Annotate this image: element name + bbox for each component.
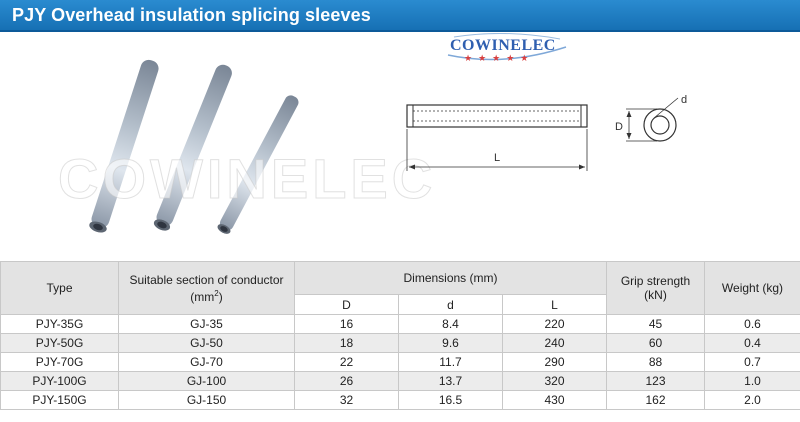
- header-section-unit: $(mm^2)$: [190, 288, 223, 304]
- cell-length: 220: [503, 315, 607, 334]
- header-dim-inner: d: [399, 295, 503, 315]
- label-outer-diameter: D: [615, 121, 623, 133]
- header-section-label: Suitable section of conductor: [129, 272, 284, 287]
- cell-section: GJ-35: [119, 315, 295, 334]
- cell-type: PJY-100G: [1, 372, 119, 391]
- header-grip: [607, 262, 705, 315]
- cell-type: PJY-70G: [1, 353, 119, 372]
- logo-stars-icon: ★★★★★: [464, 53, 535, 63]
- cell-d-outer: 16: [295, 315, 399, 334]
- cell-grip: 162: [607, 391, 705, 410]
- header-grip-unit: (kN): [644, 288, 667, 302]
- header-dim-outer: D: [295, 295, 399, 315]
- cell-type: PJY-150G: [1, 391, 119, 410]
- cell-section: GJ-150: [119, 391, 295, 410]
- header-dim-length: L: [503, 295, 607, 315]
- cell-section: GJ-50: [119, 334, 295, 353]
- table-row: [1, 391, 800, 410]
- cell-weight: 1.0: [705, 372, 800, 391]
- cell-d-inner: 11.7: [399, 353, 503, 372]
- table-row: [1, 334, 800, 353]
- table-row: [1, 315, 800, 334]
- label-length: L: [493, 152, 501, 164]
- cell-grip: 45: [607, 315, 705, 334]
- watermark: COWINELEC: [58, 147, 437, 210]
- cell-weight: 0.7: [705, 353, 800, 372]
- cell-length: 430: [503, 391, 607, 410]
- header-section: [119, 262, 295, 315]
- cell-grip: 88: [607, 353, 705, 372]
- logo-text: COWINELEC: [450, 37, 556, 54]
- cell-d-outer: 22: [295, 353, 399, 372]
- cell-type: PJY-35G: [1, 315, 119, 334]
- header-weight: Weight (kg): [705, 262, 800, 315]
- cell-section: GJ-70: [119, 353, 295, 372]
- cell-length: 320: [503, 372, 607, 391]
- table-row: [1, 353, 800, 372]
- cell-d-inner: 8.4: [399, 315, 503, 334]
- spec-table: [0, 261, 800, 410]
- cell-d-outer: 32: [295, 391, 399, 410]
- header-grip-label: Grip strength: [620, 274, 691, 288]
- cell-weight: 0.6: [705, 315, 800, 334]
- cell-grip: 60: [607, 334, 705, 353]
- table-row: [1, 372, 800, 391]
- cell-length: 240: [503, 334, 607, 353]
- cell-length: 290: [503, 353, 607, 372]
- cell-section: GJ-100: [119, 372, 295, 391]
- label-inner-diameter: d: [681, 95, 688, 106]
- title-bar: [0, 0, 800, 32]
- header-type: Type: [1, 262, 119, 315]
- page-title: PJY Overhead insulation splicing sleeves: [12, 5, 371, 25]
- company-logo: [444, 33, 570, 65]
- cell-weight: 0.4: [705, 334, 800, 353]
- cell-d-outer: 18: [295, 334, 399, 353]
- cell-d-outer: 26: [295, 372, 399, 391]
- header-dimensions: Dimensions (mm): [295, 262, 607, 295]
- dimension-drawing: [395, 95, 705, 185]
- cell-d-inner: 16.5: [399, 391, 503, 410]
- cell-grip: 123: [607, 372, 705, 391]
- cell-d-inner: 9.6: [399, 334, 503, 353]
- cell-weight: 2.0: [705, 391, 800, 410]
- cell-type: PJY-50G: [1, 334, 119, 353]
- cell-d-inner: 13.7: [399, 372, 503, 391]
